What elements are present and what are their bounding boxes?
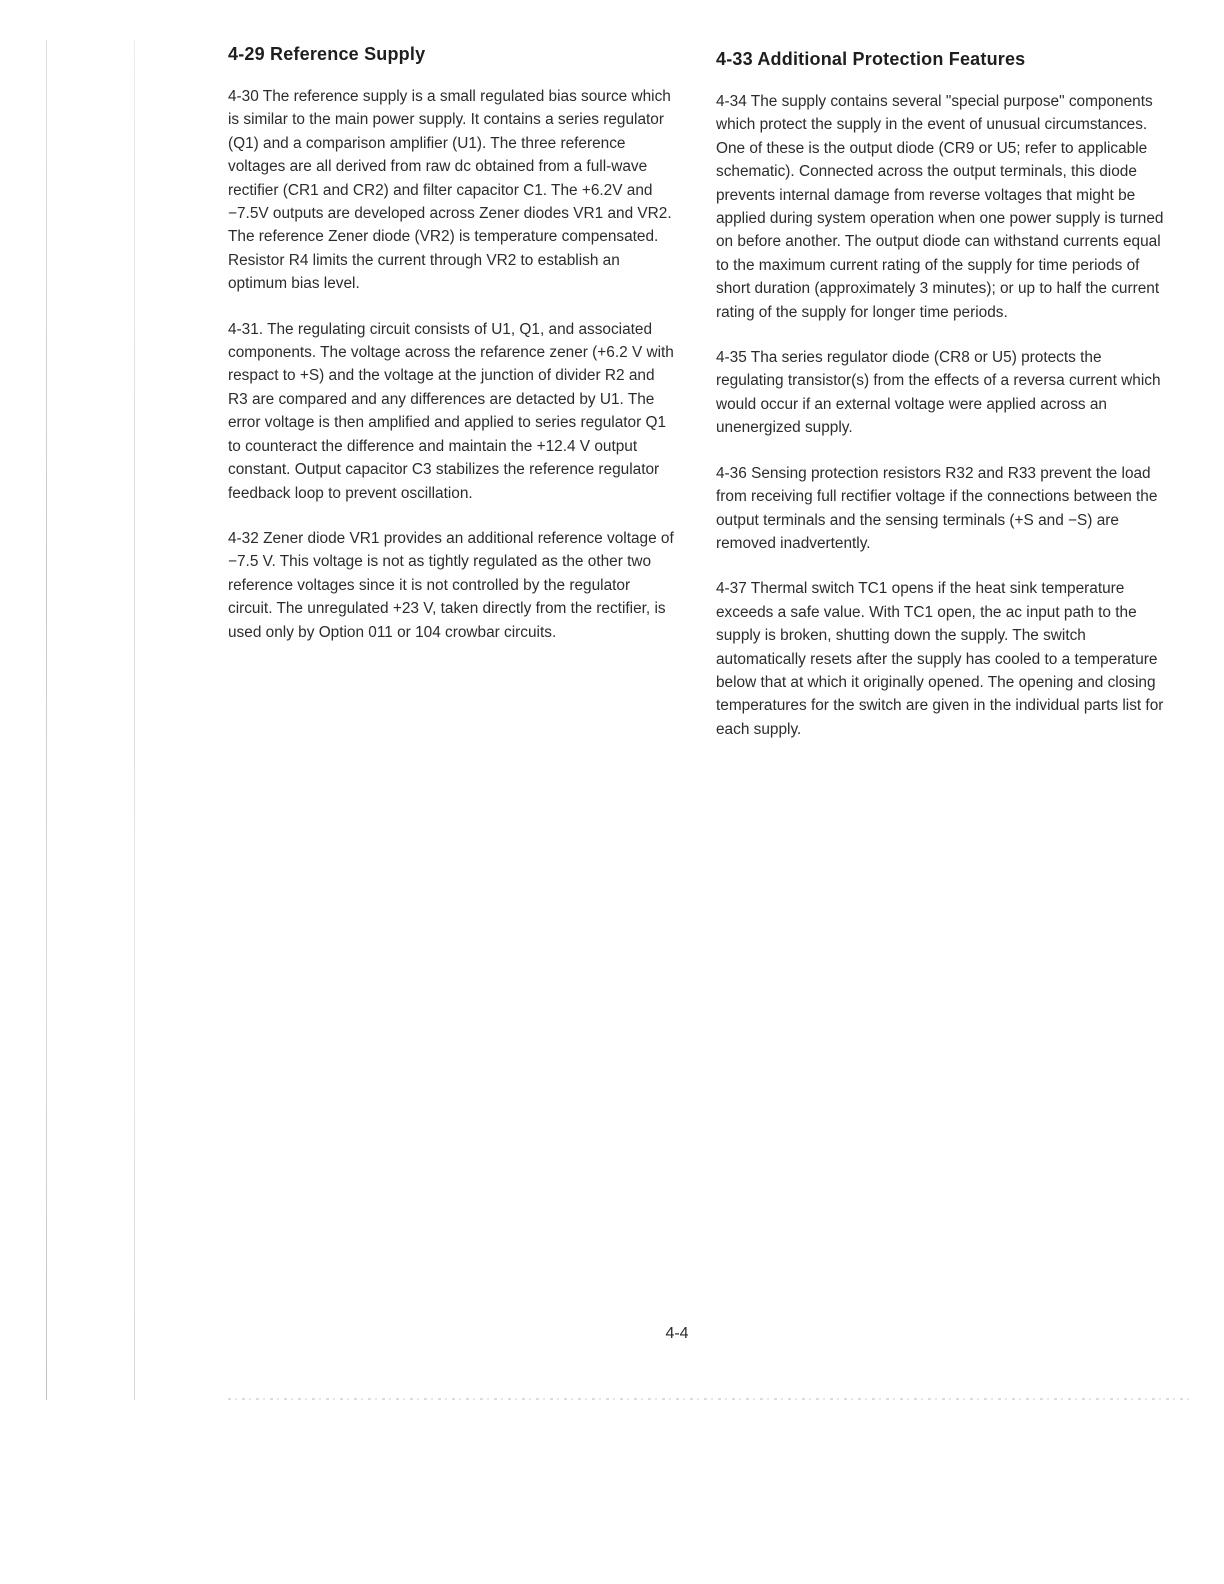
paragraph-4-32: 4-32 Zener diode VR1 provides an additional reference voltage of −7.5 V. This voltage is not as tightly regulated as the other two reference voltages since it is not controlled by the regulator circuit. The unregulated +23 V, taken directly from the rectifier, is used only by Option 011 or 104 crowbar circuits. <box>228 529 674 641</box>
right-column <box>716 49 1168 763</box>
section-heading-reference-supply: 4-29 Reference Supply <box>228 44 426 64</box>
scan-artifact-line <box>228 1398 1192 1400</box>
paragraph-4-35: 4-35 Tha series regulator diode (CR8 or U5) protects the regulating transistor(s) from the effects of a reversa current which would occur if an external voltage were applied across an unenergized supply. <box>716 349 1161 437</box>
paragraph-4-36: 4-36 Sensing protection resistors R32 and R33 prevent the load from receiving full rectifier voltage if the connections between the output terminals and the sensing terminals (+S and −S) are removed inadvertently. <box>716 464 1158 552</box>
paragraph-4-31: 4-31. The regulating circuit consists of U1, Q1, and associated components. The voltage across the refarence zener (+6.2 V with respact to +S) and the voltage at the junction of divider R2 and R3 are compared and any differences are detacted by U1. The error voltage is then amplified and applied to series regulator Q1 to counteract the difference and maintain the +12.4 V output constant. Output capacitor C3 stabilizes the reference regulator feedback loop to prevent oscillation. <box>228 320 674 502</box>
paragraph-4-34: 4-34 The supply contains several "special purpose" components which protect the supply in the event of unusual circumstances. One of these is the output diode (CR9 or U5; refer to applicable schematic). Connected across the output terminals, this diode prevents internal damage from reverse voltages that might be applied during system operation when one power supply is turned on before another. The output diode can withstand currents equal to the maximum current rating of the supply for time periods of short duration (approximately 3 minutes); or up to half the current rating of the supply for longer time periods. <box>716 93 1164 321</box>
binding-edge-line <box>46 40 47 1400</box>
paragraph-4-30: 4-30 The reference supply is a small regulated bias source which is similar to the main power supply. It contains a series regulator (Q1) and a comparison amplifier (U1). The three reference voltages are all derived from raw dc obtained from a full-wave rectifier (CR1 and CR2) and filter capacitor C1. The +6.2V and −7.5V outputs are developed across Zener diodes VR1 and VR2. The reference Zener diode (VR2) is temperature compensated. Resistor R4 limits the current through VR2 to establish an optimum bias level. <box>228 88 672 293</box>
page-number: 4-4 <box>665 1325 689 1342</box>
left-column <box>228 44 678 666</box>
section-heading-additional-protection: 4-33 Additional Protection Features <box>716 49 1026 69</box>
binding-edge-line-inner <box>134 40 135 1400</box>
paragraph-4-37: 4-37 Thermal switch TC1 opens if the heat sink temperature exceeds a safe value. With TC1 open, the ac input path to the supply is broken, shutting down the supply. The switch automatically resets after the supply has cooled to a temperature below that at which it originally opened. The opening and closing temperatures for the switch are given in the individual parts list for each supply. <box>716 580 1164 738</box>
